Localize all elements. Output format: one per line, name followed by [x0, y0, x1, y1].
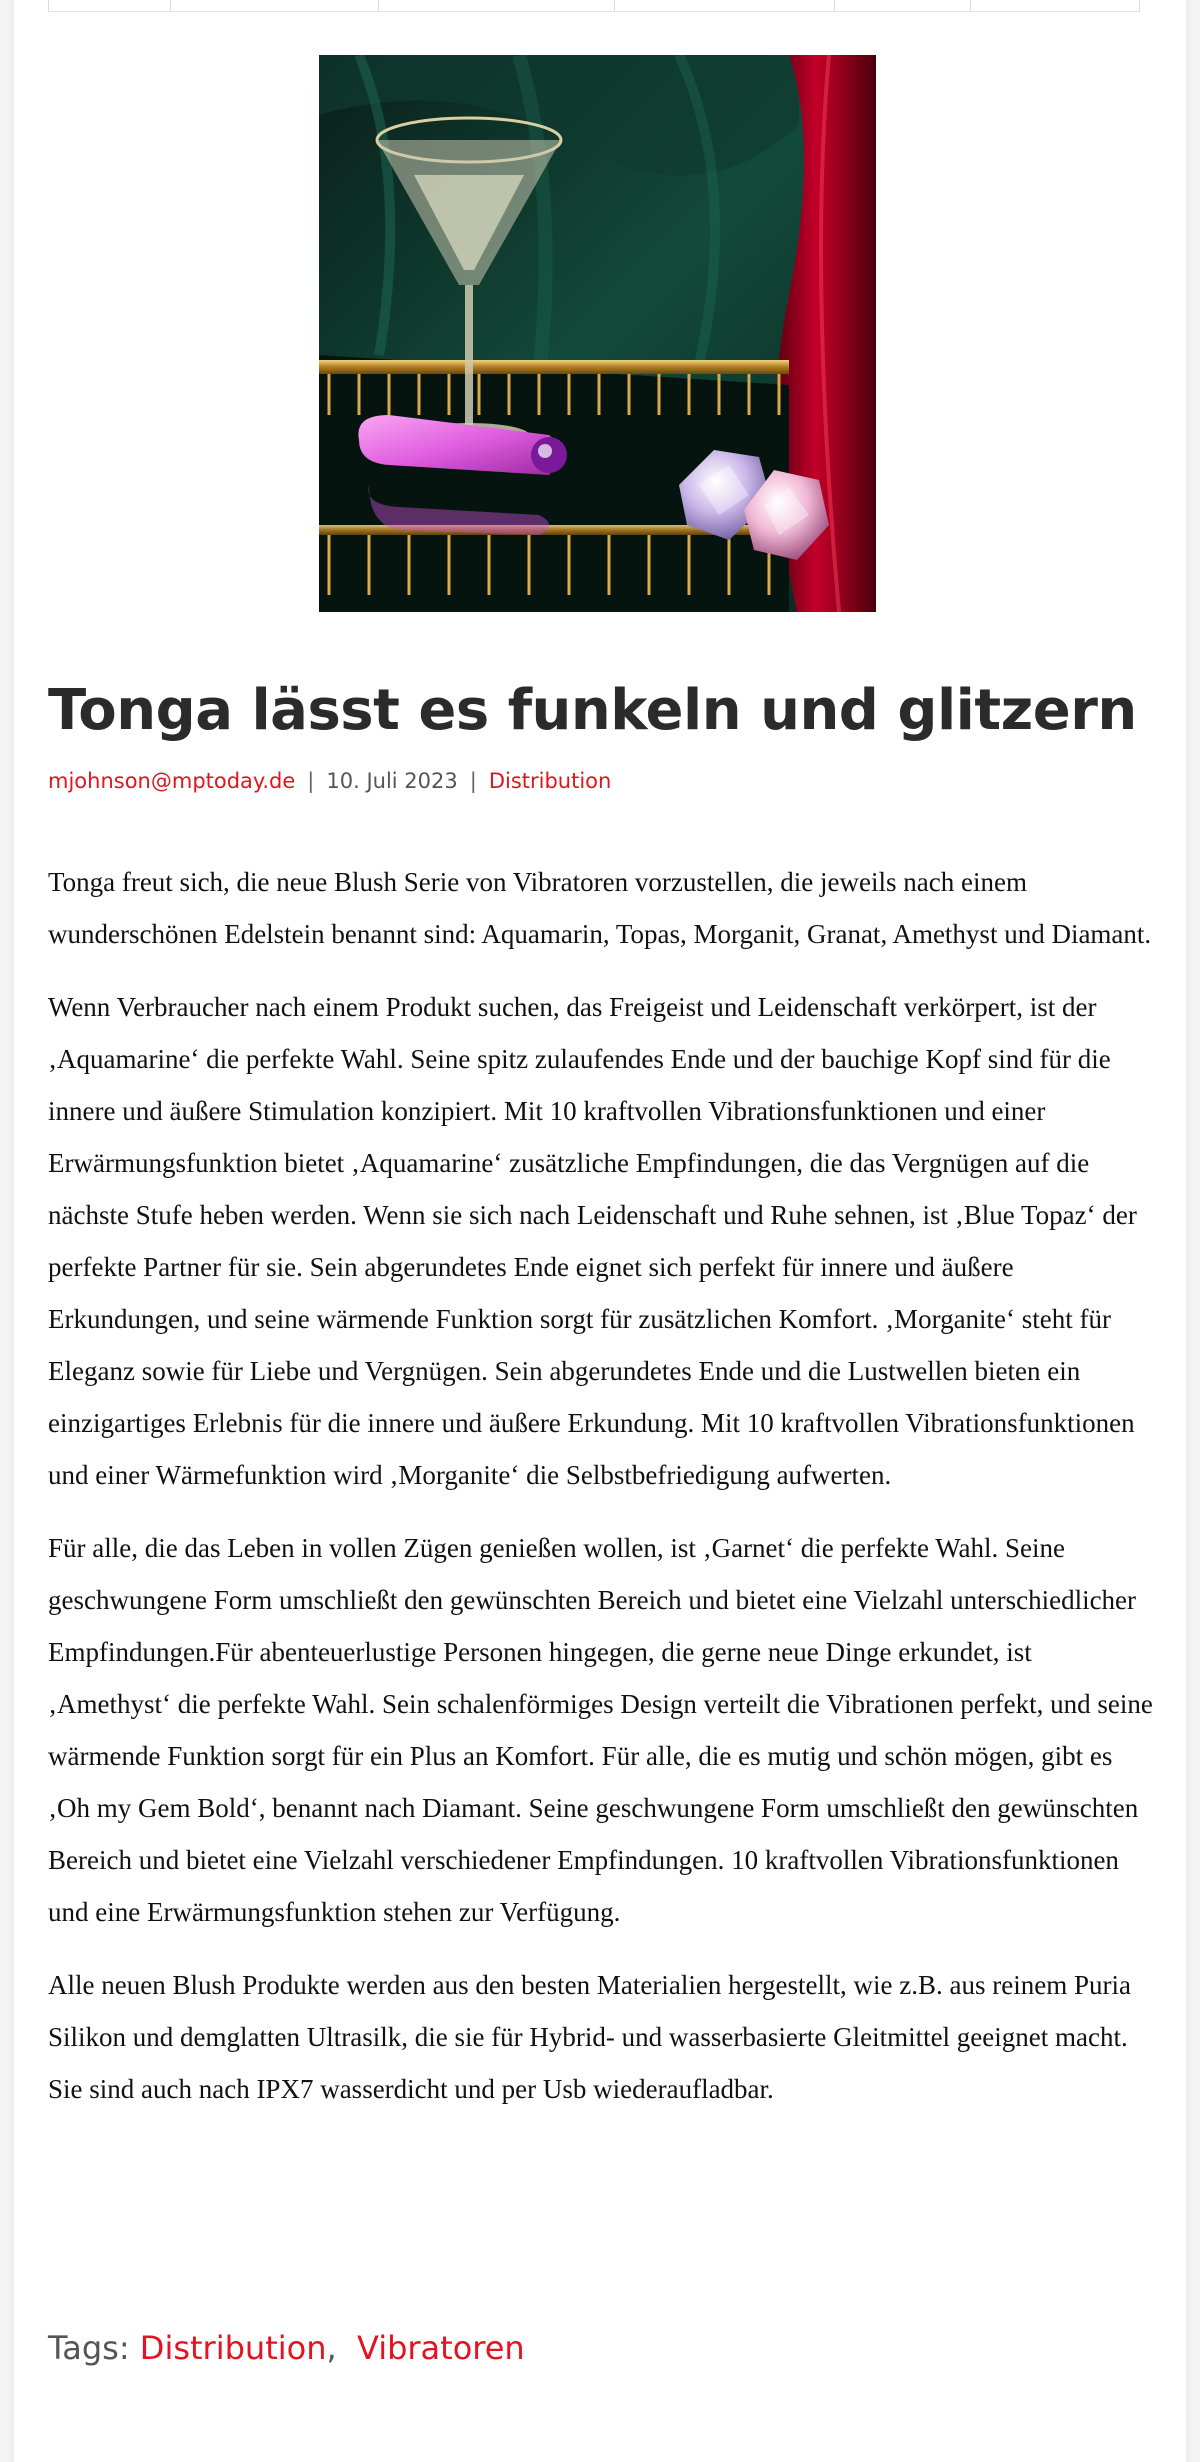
nav-tab[interactable]	[170, 0, 378, 12]
tag-link-distribution[interactable]: Distribution	[139, 2329, 327, 2367]
tags-list	[48, 2324, 525, 2372]
article-paragraph: Tonga freut sich, die neue Blush Serie von Vibratoren vorzustellen, die jeweils nach einem wunderschönen Edelstein benannt sind: Aquamarin, Topas, Morganit, Granat, Amethyst und Diamant.	[48, 867, 1152, 949]
meta-separator: |	[307, 769, 315, 793]
tags-label: Tags:	[48, 2329, 130, 2367]
product-photo-illustration	[319, 55, 876, 612]
nav-tab[interactable]	[378, 0, 614, 12]
top-navigation	[48, 0, 1158, 12]
tag-separator: ,	[326, 2329, 337, 2367]
article-body	[48, 856, 1158, 2136]
nav-tab[interactable]	[834, 0, 970, 12]
article-paragraph: Wenn Verbraucher nach einem Produkt suchen, das Freigeist und Leidenschaft verkörpert, ist der ‚Aquamarine‘ die perfekte Wahl. Seine spitz zulaufendes Ende und der bauchige Kopf sind für die innere und äußere Stimulation konzipiert. Mit 10 kraftvollen Vibrationsfunktionen und einer Erwärmungsfunktion bietet ‚Aquamarine‘ zusätzliche Empfindungen, die das Vergnügen auf die nächste Stufe heben werden. Wenn sie sich nach Leidenschaft und Ruhe sehnen, ist ‚Blue Topaz‘ der perfekte Partner für sie. Sein abgerundetes Ende eignet sich perfekt für innere und äußere Erkundungen, und seine wärmende Funktion sorgt für zusätzlichen Komfort. ‚Morganite‘ steht für Eleganz sowie für Liebe und Vergnügen. Sein abgerundetes Ende und die Lustwellen bieten ein einzigartiges Erlebnis für die innere und äußere Erkundung. Mit 10 kraftvollen Vibrationsfunktionen und einer Wärmefunktion wird ‚Morganite‘ die Selbstbefriedigung aufwerten.	[48, 992, 1137, 1490]
nav-tab[interactable]	[970, 0, 1140, 12]
author-link[interactable]: mjohnson@mptoday.de	[48, 769, 296, 793]
nav-tab[interactable]	[614, 0, 834, 12]
meta-separator: |	[469, 769, 477, 793]
category-link[interactable]: Distribution	[488, 769, 612, 793]
tag-link-vibratoren[interactable]: Vibratoren	[357, 2329, 525, 2367]
nav-tab[interactable]	[48, 0, 170, 12]
page-container	[14, 0, 1186, 2462]
article-title: Tonga lässt es funkeln und glitzern	[48, 678, 1137, 743]
article-hero-image	[319, 55, 876, 612]
article-paragraph: Alle neuen Blush Produkte werden aus den besten Materialien hergestellt, wie z.B. aus reinem Puria Silikon und demglatten Ultrasilk, die sie für Hybrid- und wasserbasierte Gleitmittel geeignet macht. Sie sind auch nach IPX7 wasserdicht und per Usb wiederaufladbar.	[48, 1970, 1131, 2104]
publish-date: 10. Juli 2023	[326, 769, 458, 793]
article-paragraph: Für alle, die das Leben in vollen Zügen genießen wollen, ist ‚Garnet‘ die perfekte Wahl. Seine geschwungene Form umschließt den gewünschten Bereich und bietet eine Vielzahl unterschiedlicher Empfindungen.Für abenteuerlustige Personen hingegen, die gerne neue Dinge erkundet, ist ‚Amethyst‘ die perfekte Wahl. Sein schalenförmiges Design verteilt die Vibrationen perfekt, und seine wärmende Funktion sorgt für ein Plus an Komfort. Für alle, die es mutig und schön mögen, gibt es ‚Oh my Gem Bold‘, benannt nach Diamant. Seine geschwungene Form umschließt den gewünschten Bereich und bietet eine Vielzahl verschiedener Empfindungen. 10 kraftvollen Vibrationsfunktionen und eine Erwärmungsfunktion stehen zur Verfügung.	[48, 1533, 1153, 1927]
article-meta	[48, 766, 611, 796]
